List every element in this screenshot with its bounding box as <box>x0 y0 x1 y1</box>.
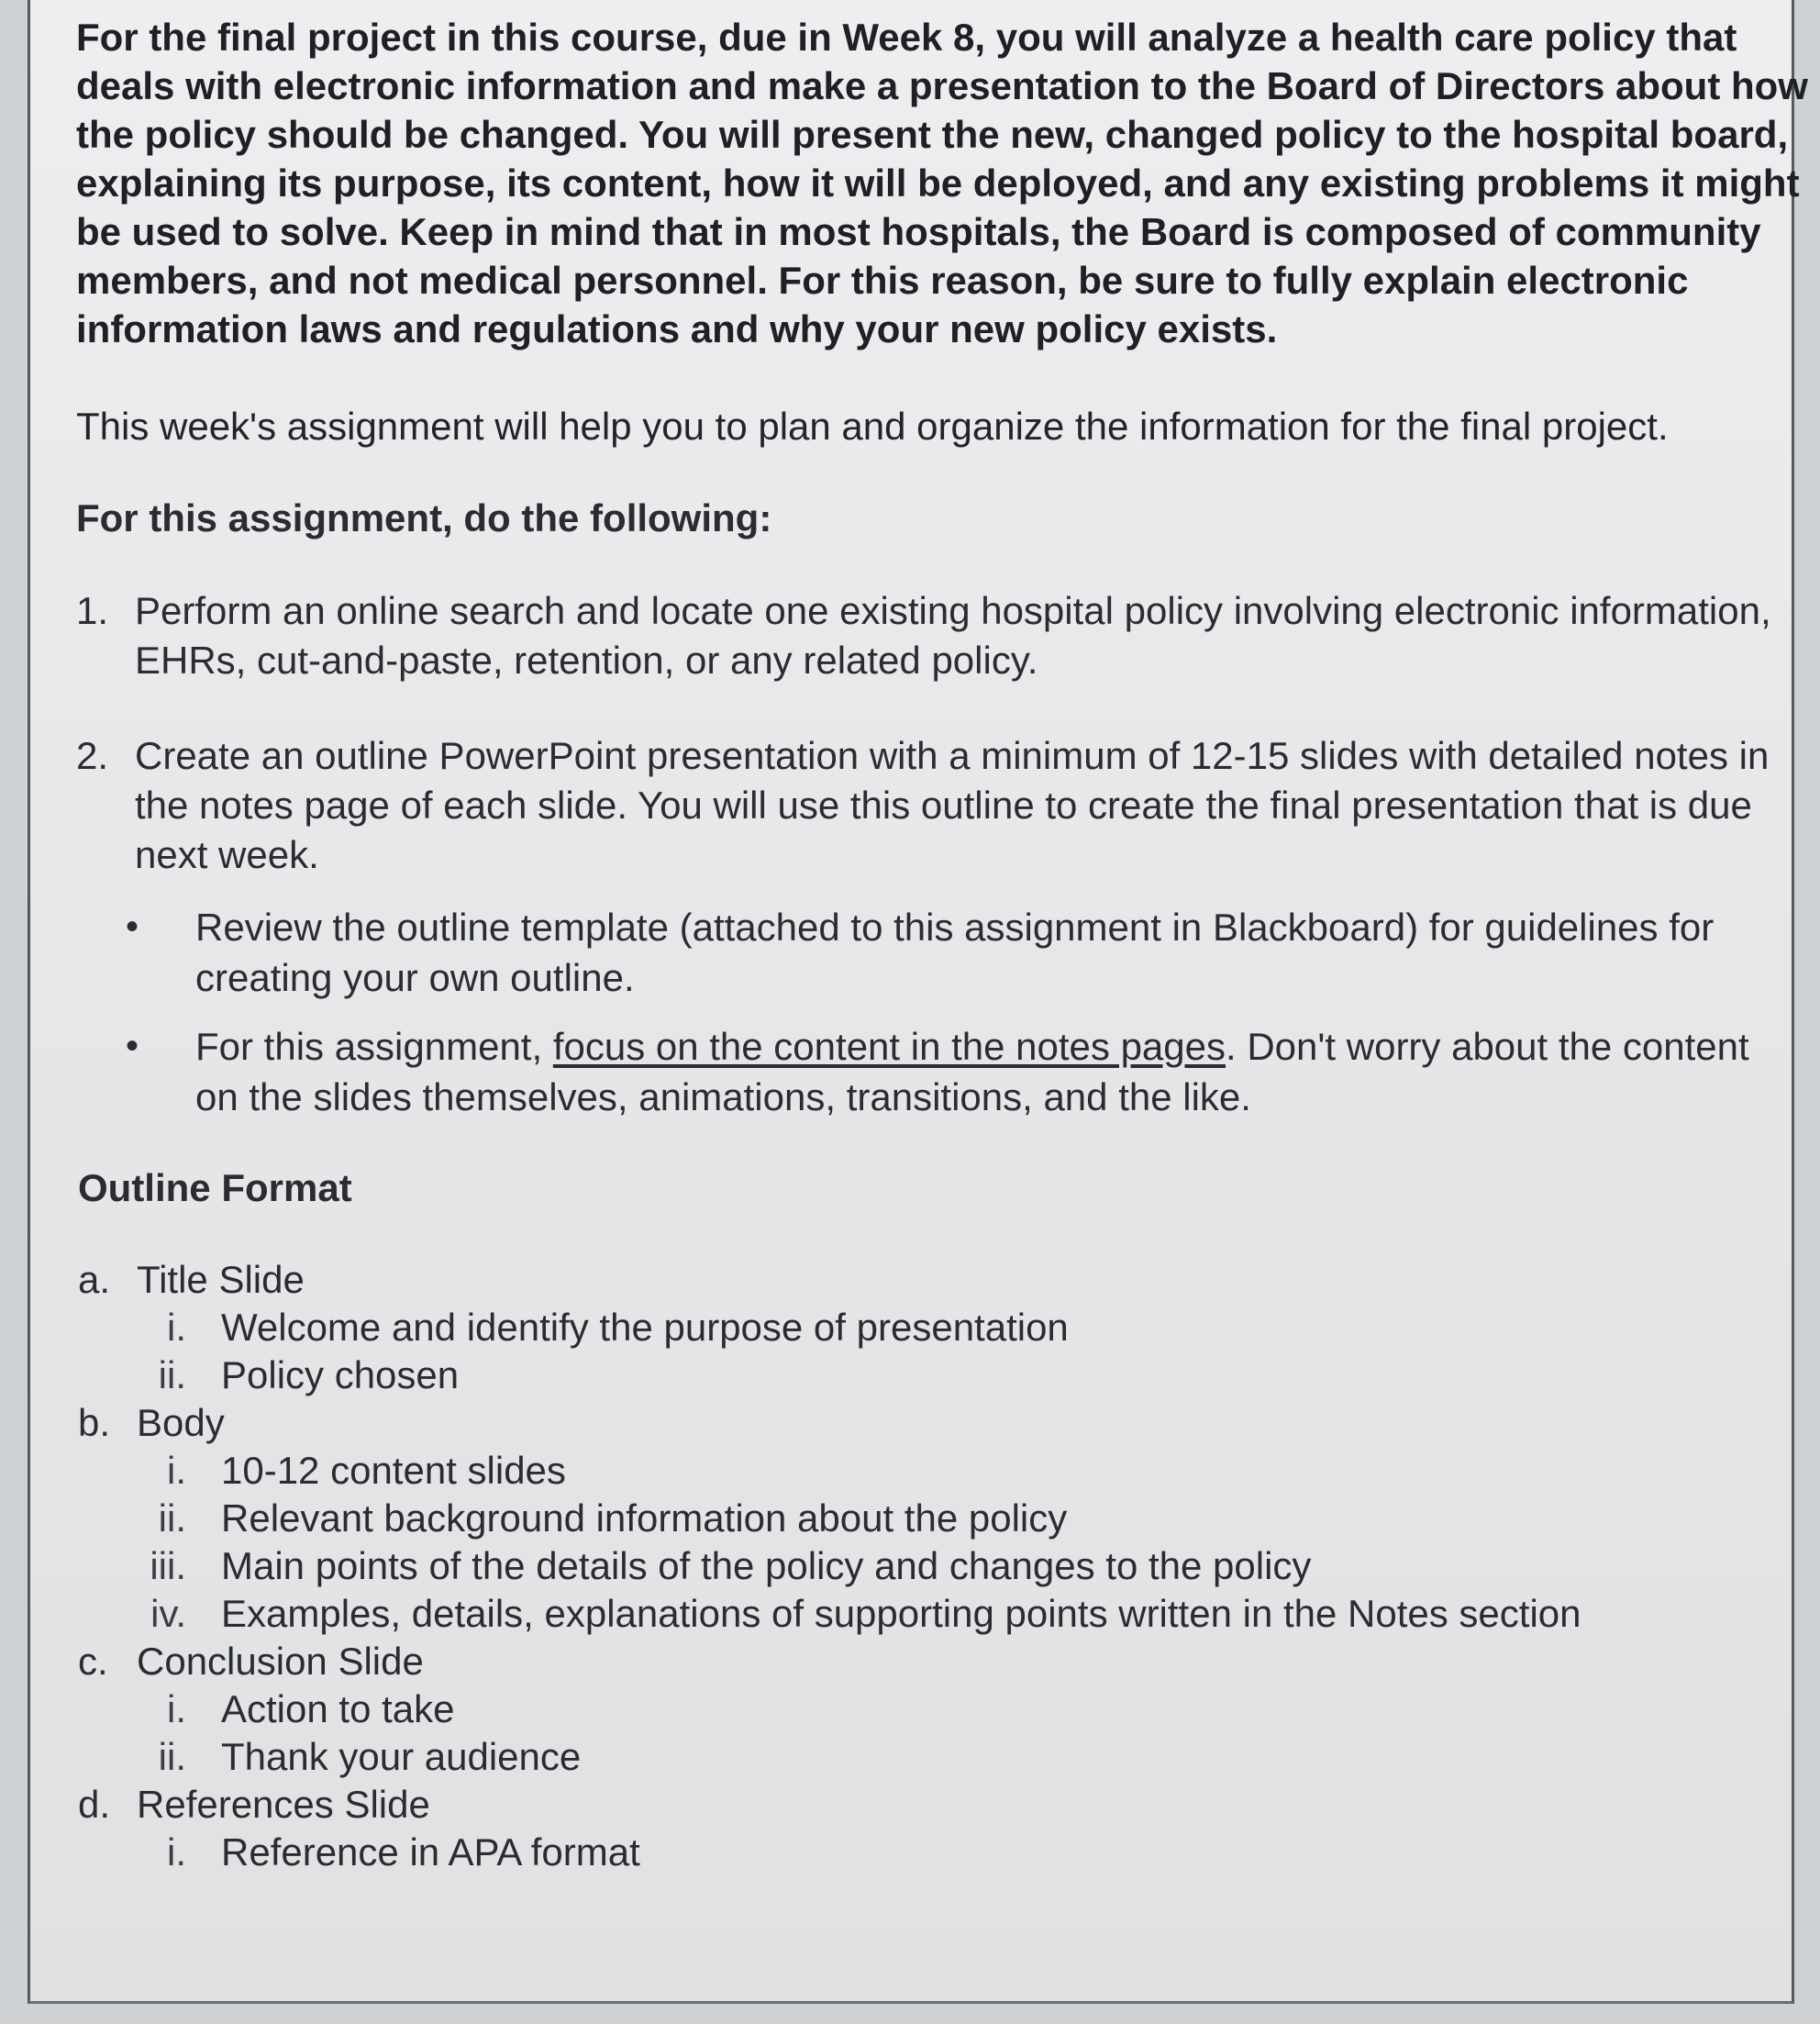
outline-section-title: Body <box>137 1401 225 1444</box>
outline-section-title: Conclusion Slide <box>137 1640 424 1683</box>
outline-roman: iv. <box>150 1592 186 1635</box>
underlined-emphasis: focus on the content in the notes pages <box>552 1025 1226 1068</box>
document-frame <box>28 0 1808 2004</box>
intro-paragraph: For the final project in this course, due in Week 8, you will analyze a health care policy that deals with electronic information and make a presentation to the Board of Directors about how the policy should be changed. You will present the new, changed policy to the hospital board, explaining its purpose, its content, how it will be deployed, and any existing problems it might be used to solve. Keep in mind that in most hospitals, the Board is composed of community members, and not medical personnel. For this reason, be sure to fully explain electronic information laws and regulations and why your new policy exists. <box>76 16 1808 350</box>
outline-sublist <box>78 1685 1819 1781</box>
outline-subitem-text: Thank your audience <box>221 1735 582 1778</box>
outline-subitem-text: Main points of the details of the policy and changes to the policy <box>221 1544 1312 1587</box>
document-content <box>76 13 1819 1876</box>
outline-roman: i. <box>167 1687 186 1730</box>
outline-roman: i. <box>167 1830 186 1874</box>
outline-list <box>78 1256 1819 1876</box>
outline-subitem-text: 10-12 content slides <box>221 1449 566 1492</box>
outline-subitem <box>78 1447 1819 1495</box>
outline-section <box>78 1399 1819 1638</box>
outline-subitem <box>78 1829 1819 1876</box>
step-text: Create an outline PowerPoint presentation with a minimum of 12-15 slides with detailed notes in the notes page of each slide. You will use this outline to create the final presentation that is due next week. <box>135 734 1770 876</box>
steps-list <box>76 586 1819 1140</box>
outline-subitem <box>78 1733 1819 1781</box>
outline-roman: i. <box>167 1449 186 1492</box>
step-item <box>76 586 1819 685</box>
outline-subitem-text: Examples, details, explanations of supporting points written in the Notes section <box>221 1592 1581 1635</box>
outline-subitem-text: Welcome and identify the purpose of presentation <box>221 1306 1069 1349</box>
outline-subitem <box>78 1590 1819 1638</box>
bullet-item <box>126 902 1804 1003</box>
outline-subitem-text: Action to take <box>221 1687 455 1730</box>
outline-roman: ii. <box>158 1735 186 1778</box>
outline-letter: a. <box>78 1258 111 1301</box>
bullet-list <box>126 902 1804 1122</box>
outline-subitem <box>78 1685 1819 1733</box>
outline-section <box>78 1256 1819 1399</box>
bullet-marker: • <box>126 906 139 947</box>
outline-letter: d. <box>78 1783 111 1826</box>
outline-letter: c. <box>78 1640 108 1683</box>
bullet-text <box>195 1021 1755 1122</box>
outline-letter: b. <box>78 1401 111 1444</box>
step-text: Perform an online search and locate one existing hospital policy involving electronic information, EHRs, cut-and-paste, retention, or any related policy. <box>135 589 1771 682</box>
outline-sublist <box>78 1447 1819 1638</box>
outline-subitem-text: Policy chosen <box>221 1353 460 1396</box>
outline-roman: i. <box>167 1306 186 1349</box>
outline-subitem <box>78 1495 1819 1542</box>
bullet-item <box>126 1021 1804 1122</box>
bullet-text-tail: . Don't worry about the content on the slides themselves, animations, transitions, and the like. <box>195 1025 1749 1118</box>
bullet-text: Review the outline template (attached to this assignment in Blackboard) for guidelines for creating your own outline. <box>195 906 1715 999</box>
outline-subitem-text: Reference in APA format <box>221 1830 640 1874</box>
bullet-text-lead: For this assignment, <box>195 1025 553 1068</box>
outline-subitem <box>78 1351 1819 1399</box>
step-number: 1. <box>76 589 109 632</box>
outline-roman: ii. <box>158 1496 186 1540</box>
outline-subitem <box>78 1304 1819 1351</box>
outline-subitem <box>78 1542 1819 1590</box>
outline-sublist <box>78 1829 1819 1876</box>
outline-roman: iii. <box>150 1544 186 1587</box>
week-note-paragraph: This week's assignment will help you to plan and organize the information for the final project. <box>76 405 1669 448</box>
outline-subitem-text: Relevant background information about the policy <box>221 1496 1068 1540</box>
step-number: 2. <box>76 734 109 777</box>
outline-heading: Outline Format <box>78 1166 352 1209</box>
outline-sublist <box>78 1304 1819 1399</box>
outline-section-title: References Slide <box>137 1783 430 1826</box>
outline-section <box>78 1781 1819 1876</box>
bullet-marker: • <box>126 1026 139 1066</box>
outline-section-title: Title Slide <box>137 1258 305 1301</box>
step-item <box>76 731 1819 1140</box>
outline-roman: ii. <box>158 1353 186 1396</box>
instructions-heading: For this assignment, do the following: <box>76 496 772 539</box>
outline-section <box>78 1638 1819 1781</box>
